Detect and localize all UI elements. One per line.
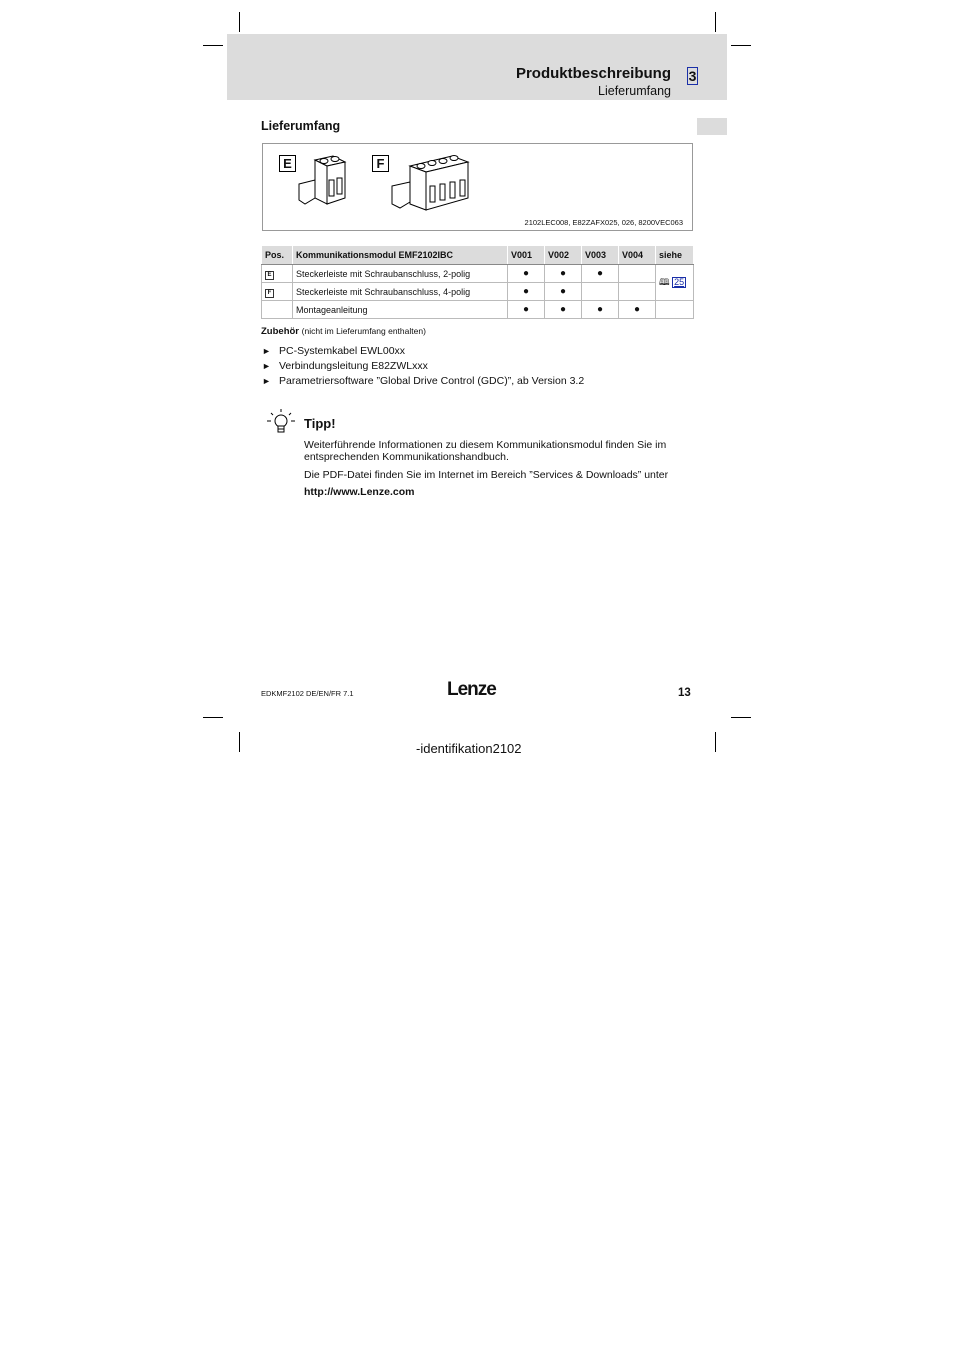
crop-mark: [239, 12, 240, 32]
v003-cell: ●: [582, 265, 619, 283]
v004-cell: [619, 265, 656, 283]
connector-4pin-icon: [390, 152, 476, 216]
pos-cell: [262, 265, 293, 283]
label-cell: Steckerleiste mit Schraubanschluss, 2-polig: [293, 265, 508, 283]
list-item-text: Parametriersoftware ”Global Drive Control (GDC)”, ab Version 3.2: [279, 375, 585, 387]
chapter-subtitle: Lieferumfang: [598, 84, 671, 98]
accessories-note: (nicht im Lieferumfang enthalten): [301, 326, 426, 336]
tip-title: Tipp!: [304, 416, 336, 431]
v001-cell: ●: [508, 265, 545, 283]
v001-cell: ●: [508, 283, 545, 301]
see-cell-empty: [656, 301, 694, 319]
accessories-label: Zubehör: [261, 326, 299, 337]
v003-cell: [582, 283, 619, 301]
list-item-text: Verbindungsleitung E82ZWLxxx: [279, 360, 428, 372]
footer-doc-id: EDKMF2102 DE/EN/FR 7.1: [261, 689, 354, 698]
table-row: [262, 265, 694, 283]
col-header-v003: V003: [582, 246, 619, 265]
figure-caption: 2102LEC008, E82ZAFX025, 026, 8200VEC063: [524, 218, 683, 227]
section-title: Lieferumfang: [261, 119, 341, 133]
page-number: 13: [678, 687, 691, 699]
v004-cell: [619, 283, 656, 301]
accessories-list: [262, 344, 584, 389]
crop-mark: [715, 12, 716, 32]
col-header-v001: V001: [508, 246, 545, 265]
lightbulb-icon: [266, 408, 296, 436]
pos-marker: E: [265, 271, 274, 280]
see-cell: [656, 265, 694, 301]
arrow-icon: ►: [262, 346, 271, 356]
col-header-v002: V002: [545, 246, 582, 265]
chapter-title: Produktbeschreibung: [515, 65, 671, 82]
list-item-text: PC-Systemkabel EWL00xx: [279, 345, 406, 357]
crop-mark: [731, 717, 751, 718]
label-cell: Steckerleiste mit Schraubanschluss, 4-polig: [293, 283, 508, 301]
crop-mark: [239, 732, 240, 752]
tip-paragraph-1: Weiterführende Informationen zu diesem Kommunikationsmodul finden Sie im entsprechenden Kommunikationshandbuch.: [304, 439, 667, 463]
lenze-logo: Lenze: [447, 679, 496, 700]
crop-mark: [715, 732, 716, 752]
crop-mark: [203, 45, 223, 46]
col-header-see: siehe: [656, 246, 694, 265]
arrow-icon: ►: [262, 361, 271, 371]
side-tab: [697, 118, 727, 135]
arrow-icon: ►: [262, 376, 271, 386]
crop-mark: [203, 717, 223, 718]
col-header-module: Kommunikationsmodul EMF2102IBC: [293, 246, 508, 265]
delivery-table: [261, 245, 694, 319]
figure-letter-f: F: [372, 155, 389, 172]
file-identifier: -identifikation2102: [416, 741, 522, 756]
book-icon: 🕮: [659, 276, 670, 287]
crop-mark: [731, 45, 751, 46]
v003-cell: ●: [582, 301, 619, 319]
pos-cell: [262, 283, 293, 301]
figure-box: [262, 143, 693, 231]
tip-paragraph-2: Die PDF-Datei finden Sie im Internet im Bereich ”Services & Downloads” unter: [304, 469, 669, 481]
list-item: [262, 359, 584, 374]
see-ref-link[interactable]: 25: [674, 276, 685, 287]
label-cell: Montageanleitung: [293, 301, 508, 319]
v002-cell: ●: [545, 265, 582, 283]
list-item: [262, 374, 584, 389]
v004-cell: ●: [619, 301, 656, 319]
connector-2pin-icon: [297, 152, 353, 212]
tip-url-link[interactable]: http://www.Lenze.com: [304, 486, 415, 498]
pos-marker: F: [265, 289, 274, 298]
list-item: [262, 344, 584, 359]
figure-letter-e: E: [279, 155, 296, 172]
col-header-v004: V004: [619, 246, 656, 265]
v002-cell: ●: [545, 301, 582, 319]
accessories-heading: [261, 326, 426, 337]
v002-cell: ●: [545, 283, 582, 301]
col-header-pos: Pos.: [262, 246, 293, 265]
table-row: [262, 301, 694, 319]
table-row: [262, 283, 694, 301]
pos-cell: [262, 301, 293, 319]
v001-cell: ●: [508, 301, 545, 319]
chapter-number[interactable]: 3: [688, 68, 697, 84]
table-header-row: [262, 246, 694, 265]
